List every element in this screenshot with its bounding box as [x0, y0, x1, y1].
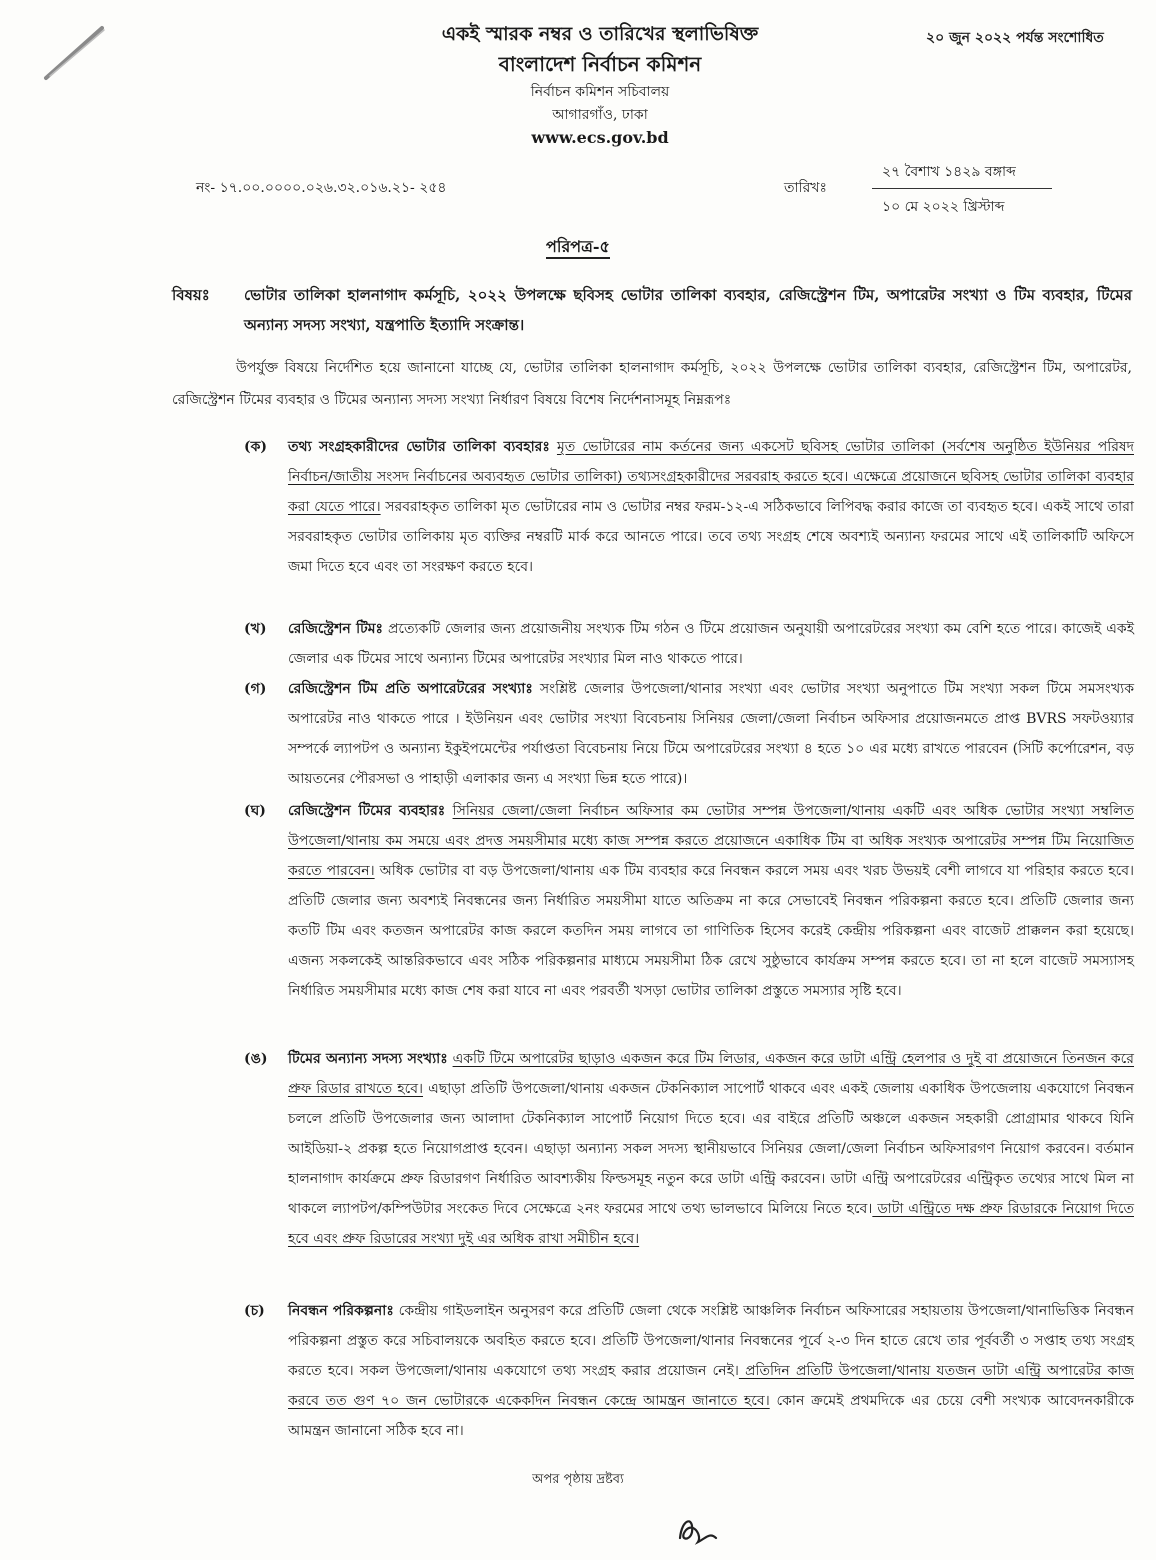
item-underlined-tail: ডাটা এন্ট্রিতে দক্ষ প্রুফ রিডারকে নিয়োগ দিতে হবে এবং প্রুফ রিডারের সংখ্যা দুই এর অধিক রাখা সমীচীন হবে। [288, 1201, 1134, 1247]
item-marker: (ঙ) [244, 1051, 268, 1067]
date-bangla: ২৭ বৈশাখ ১৪২৯ বঙ্গাব্দ [872, 160, 1052, 189]
item-text: কেন্দ্রীয় গাইডলাইন অনুসরণ করে প্রতিটি জেলা থেকে সংশ্লিষ্ট আঞ্চলিক নির্বাচন অফিসারের সহায়তায় উপজেলা/থানাভিত্তিক নিবন্ধন পরিকল্পনা প্রস্তুত করে সচিবালয়কে অবহিত করতে হবে। প্রতিটি উপজেলা/থানার নিবন্ধনের পূর্বে ২-৩ দিন হাতে রেখে তার পূর্ববর্তী ৩ সপ্তাহ তথ্য সংগ্রহ করতে হবে। সকল উপজেলা/থানায় একযোগে তথ্য সংগ্রহ করার প্রয়োজন নেই। [288, 1303, 1134, 1379]
item-marker: (চ) [244, 1303, 265, 1319]
item-text-end: কোন ক্রমেই প্রথমদিকে এর চেয়ে বেশী সংখ্যক আবেদনকারীকে আমন্ত্রন জানানো সঠিক হবে না। [288, 1393, 1134, 1439]
circular-title: পরিপত্র-৫ [546, 237, 610, 259]
item-marker: (খ) [244, 621, 267, 637]
item-underlined-tail: প্রতিদিন প্রতিটি উপজেলা/থানায় যতজন ডাটা এন্ট্রি অপারেটর কাজ করবে তত গুণ ৭০ জন ভোটারকে একেকদিন নিবন্ধন কেন্দ্রে আমন্ত্রন জানাতে হবে। [288, 1363, 1134, 1409]
pen-mark [40, 22, 110, 82]
list-item [244, 614, 1134, 674]
item-text: সংশ্লিষ্ট জেলার উপজেলা/থানার সংখ্যা এবং ভোটার সংখ্যা অনুপাতে টিম সংখ্যা সকল টিমে সমসংখ্যক অপারেটর নাও থাকতে পারে । ইউনিয়ন এবং ভোটার সংখ্যা বিবেচনায় সিনিয়র জেলা/জেলা নির্বাচন অফিসার প্রয়োজনমতে প্রাপ্ত BVRS সফটওয়্যার সম্পর্কে ল্যাপটপ ও অন্যান্য ইকুইপমেন্টের পর্যাপ্ততা বিবেচনায় নিয়ে টিমে অপারেটরের সংখ্যা ৪ হতে ১০ এর মধ্যে রাখতে পারবেন (সিটি কর্পোরেশন, বড় আয়তনের পৌরসভা ও পাহাড়ী এলাকার জন্য এ সংখ্যা ভিন্ন হতে পারে)। [288, 681, 1135, 787]
list-item [244, 796, 1134, 1006]
circular-title-wrap [0, 234, 1156, 261]
org-name: বাংলাদেশ নির্বাচন কমিশন [498, 52, 702, 76]
item-label: টিমের অন্যান্য সদস্য সংখ্যাঃ [288, 1051, 448, 1067]
intro-paragraph: উপর্যুক্ত বিষয়ে নির্দেশিত হয়ে জানানো যাচ্ছে যে, ভোটার তালিকা হালনাগাদ কর্মসূচি, ২০২২ উপলক্ষে ভোটার তালিকা ব্যবহার, রেজিস্ট্রেশন টিম, অপারেটর, রেজিস্ট্রেশন টিমের ব্যবহার ও টিমের অন্যান্য সদস্য সংখ্যা নির্ধারণ বিষয়ে বিশেষ নির্দেশনাসমূহ নিম্নরূপঃ [172, 360, 1132, 408]
list-item [244, 1296, 1134, 1446]
subject-block [172, 280, 1132, 340]
item-marker: (ঘ) [244, 803, 266, 819]
stamp-note: একই স্মারক নম্বর ও তারিখের স্থলাভিষিক্ত [441, 23, 759, 45]
signature-initial [672, 1508, 722, 1548]
address: আগারগাঁও, ঢাকা [552, 107, 648, 123]
item-underlined-text: একটি টিমে অপারেটর ছাড়াও একজন করে টিম লিডার, একজন করে ডাটা এন্ট্রি হেলপার ও দুই বা প্রয়োজনে তিনজন করে প্রুফ রিডার রাখতে হবে। [288, 1051, 1135, 1097]
date-gregorian: ১০ মে ২০২২ খ্রিস্টাব্দ [882, 199, 1005, 215]
subject-label: বিষয়ঃ [172, 286, 210, 304]
list-item [244, 674, 1134, 794]
date-block [872, 160, 1052, 219]
amendment-note: ২০ জুন ২০২২ পর্যন্ত সংশোধিত [926, 30, 1104, 46]
list-item [244, 432, 1134, 582]
item-marker: (ক) [244, 439, 268, 455]
item-marker: (গ) [244, 681, 267, 697]
item-label: নিবন্ধন পরিকল্পনাঃ [288, 1303, 394, 1319]
item-text: সরবরাহকৃত তালিকা মৃত ভোটারের নাম ও ভোটার নম্বর ফরম-১২-এ সঠিকভাবে লিপিবদ্ধ করার কাজে তা ব্যবহৃত হবে। একই সাথে তারা সরবরাহকৃত ভোটার তালিকায় মৃত ব্যক্তির নম্বরটি মার্ক করে আনতে পারে। তবে তথ্য সংগ্রহ শেষে অবশ্যই অন্যান্য ফরমের সাথে এই তালিকাটি অফিসে জমা দিতে হবে এবং তা সংরক্ষণ করতে হবে। [288, 499, 1134, 575]
letterhead [300, 20, 900, 150]
date-label: তারিখঃ [784, 180, 827, 196]
item-label: তথ্য সংগ্রহকারীদের ভোটার তালিকা ব্যবহারঃ [288, 439, 550, 455]
item-underlined-text: সিনিয়র জেলা/জেলা নির্বাচন অফিসার কম ভোটার সম্পন্ন উপজেলা/থানায় একটি এবং অধিক ভোটার সংখ্যা সম্বলিত উপজেলা/থানায় কম সময়ে এবং প্রদত্ত সময়সীমার মধ্যে কাজ সম্পন্ন করতে প্রয়োজনে একাধিক টিম বা অধিক সংখ্যক অপারেটর সম্পন্ন টিম নিয়োজিত করতে পারবেন। [288, 803, 1134, 879]
item-text: প্রত্যেকটি জেলার জন্য প্রয়োজনীয় সংখ্যক টিম গঠন ও টিমে প্রয়োজন অনুযায়ী অপারেটরের সংখ্যা কম বেশি হতে পারে। কাজেই একই জেলার এক টিমের সাথে অন্যান্য টিমের অপারেটর সংখ্যার মিল নাও থাকতে পারে। [288, 621, 1134, 667]
secretariat-name: নির্বাচন কমিশন সচিবালয় [530, 84, 670, 100]
item-text: এছাড়া প্রতিটি উপজেলা/থানায় একজন টেকনিক্যাল সাপোর্ট থাকবে এবং একই জেলায় একাধিক উপজেলায় একযোগে নিবন্ধন চললে প্রতিটি উপজেলার জন্য আলাদা টেকনিক্যাল সাপোর্ট নিয়োগ দিতে হবে। এর বাইরে প্রতিটি অঞ্চলে একজন সহকারী প্রোগ্রামার থাকবে যিনি আইডিয়া-২ প্রকল্প হতে নিয়োগপ্রাপ্ত হবেন। এছাড়া অন্যান্য সকল সদস্য স্থানীয়ভাবে সিনিয়র জেলা/জেলা নির্বাচন অফিসারগণ নিয়োগ করবেন। বর্তমান হালনাগাদ কার্যক্রমে প্রুফ রিডারগণ নির্ধারিত আবশ্যকীয় ফিল্ডসমূহ নতুন করে ডাটা এন্ট্রি করবেন। ডাটা এন্ট্রি অপারেটরের এন্ট্রিকৃত তথ্যের সাথে মিল না থাকলে ল্যাপটপ/কম্পিউটার সংকেত দিবে সেক্ষেত্রে ২নং ফরমের সাথে তথ্য ভালভাবে মিলিয়ে নিতে হবে। [288, 1081, 1135, 1217]
item-label: রেজিস্ট্রেশন টিমের ব্যবহারঃ [288, 803, 446, 819]
list-item [244, 1044, 1134, 1254]
item-text: অধিক ভোটার বা বড় উপজেলা/থানায় এক টিম ব্যবহার করে নিবন্ধন করলে সময় এবং খরচ উভয়ই বেশী লাগবে যা পরিহার করতে হবে। প্রতিটি জেলার জন্য অবশ্যই নিবন্ধনের জন্য নির্ধারিত সময়সীমা যাতে অতিক্রম না করে সেভাবেই নিবন্ধন পরিকল্পনা করতে হবে। প্রতিটি জেলার জন্য কতটি টিম এবং কতজন অপারেটর কাজ করলে কতদিন সময় লাগবে তা গাণিতিক হিসেব করেই কেন্দ্রীয় পরিকল্পনা এবং বাজেট প্রাক্কলন করা হয়েছে। এজন্য সকলকেই আন্তরিকভাবে এবং সঠিক পরিকল্পনার মাধ্যমে সময়সীমা ঠিক রেখে সুষ্ঠুভাবে কার্যক্রম সম্পন্ন করতে হবে। তা না হলে বাজেট সমস্যাসহ নির্ধারিত সময়সীমার মধ্যে কাজ শেষ করা যাবে না এবং পরবর্তী খসড়া ভোটার তালিকা প্রস্তুতে সমস্যার সৃষ্টি হবে। [288, 863, 1134, 999]
item-label: রেজিস্ট্রেশন টিমঃ [288, 621, 384, 637]
item-label: রেজিস্ট্রেশন টিম প্রতি অপারেটরের সংখ্যাঃ [288, 681, 533, 697]
subject-text: ভোটার তালিকা হালনাগাদ কর্মসূচি, ২০২২ উপলক্ষে ছবিসহ ভোটার তালিকা ব্যবহার, রেজিস্ট্রেশন টিম, অপারেটর সংখ্যা ও টিম ব্যবহার, টিমের অন্যান্য সদস্য সংখ্যা, যন্ত্রপাতি ইত্যাদি সংক্রান্ত। [244, 286, 1132, 334]
memo-number: নং- ১৭.০০.০০০০.০২৬.৩২.০১৬.২১- ২৫৪ [196, 180, 447, 196]
item-underlined-text: মৃত ভোটারের নাম কর্তনের জন্য একসেট ছবিসহ ভোটার তালিকা (সর্বশেষ অনুষ্ঠিত ইউনিয়র পরিষদ নির্বাচন/জাতীয় সংসদ নির্বাচনের অব্যবহৃত ভোটার তালিকা) তথ্যসংগ্রহকারীদের সরবরাহ করতে হবে। এক্ষেত্রে প্রয়োজনে ছবিসহ ভোটার তালিকা ব্যবহার করা যেতে পারে। [288, 439, 1134, 515]
website: www.ecs.gov.bd [531, 128, 669, 147]
continued-note: অপর পৃষ্ঠায় দ্রষ্টব্য [532, 1472, 624, 1487]
